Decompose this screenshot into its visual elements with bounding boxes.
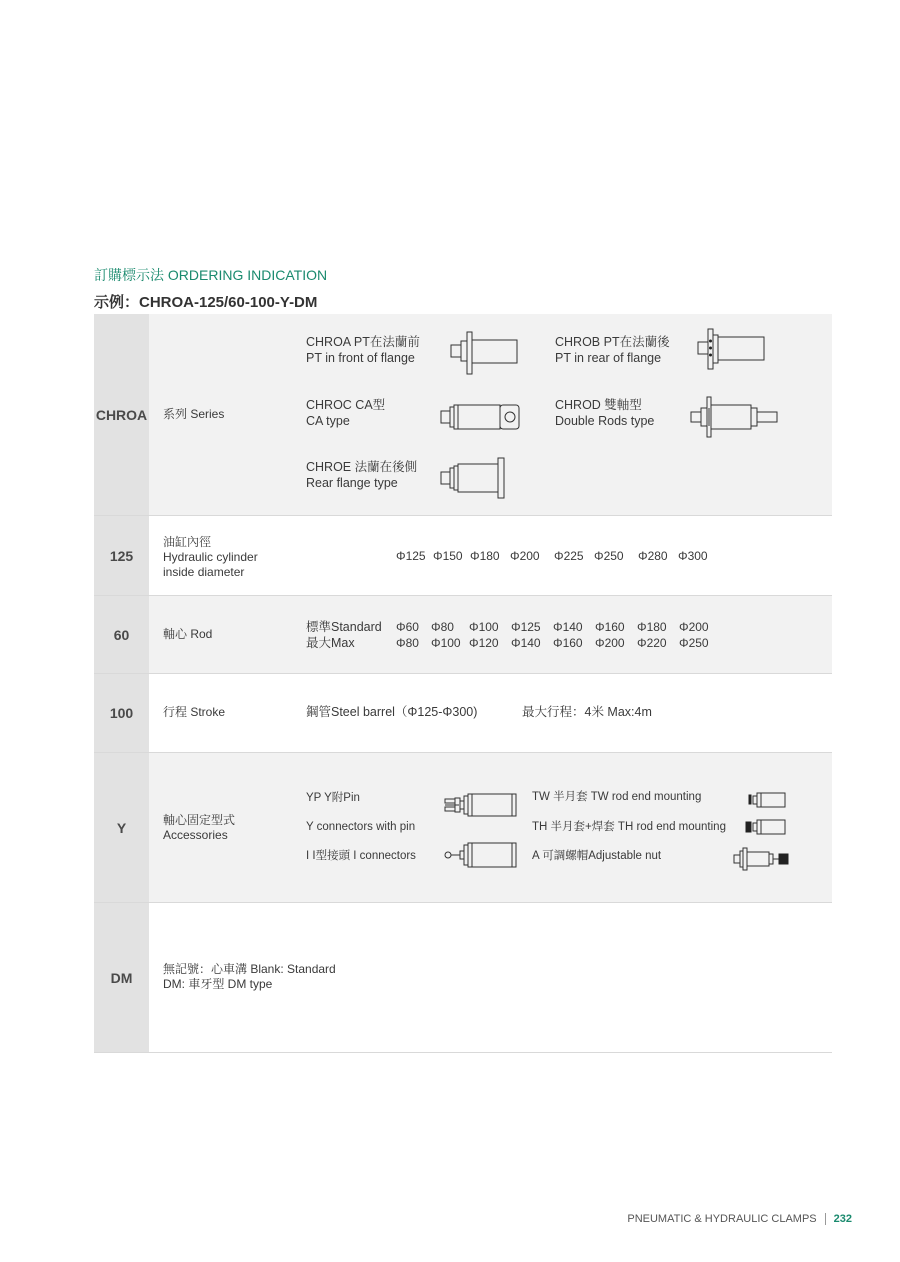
section-title: 訂購標示法 ORDERING INDICATION <box>94 267 328 283</box>
accessory-a: A 可調螺帽Adjustable nut <box>532 850 662 862</box>
bore-value: Φ200 <box>510 549 540 563</box>
rear-flange-pt-cylinder-icon <box>696 327 768 373</box>
option-chroc-line1: CHROC CA型 <box>306 398 386 412</box>
series-content <box>149 314 832 515</box>
adjustable-nut-icon <box>732 846 794 872</box>
bore-value: Φ125 <box>396 549 426 563</box>
bore-label-en2: inside diameter <box>163 565 245 579</box>
dm-line1: 無記號：心車溝 Blank: Standard <box>163 962 336 976</box>
accessory-yp: YP Y附Pin <box>306 792 360 804</box>
option-chrob-line2: PT in rear of flange <box>555 351 662 365</box>
option-chroc-line2: CA type <box>306 414 350 428</box>
front-flange-cylinder-icon <box>449 330 519 376</box>
series-row <box>94 314 832 516</box>
series-label: 系列 Series <box>163 407 225 421</box>
rod-max-label: 最大Max <box>306 636 355 650</box>
rod-label: 軸心 Rod <box>163 627 213 641</box>
accessories-code: Y <box>94 753 149 902</box>
dm-row <box>94 903 832 1053</box>
yp-pin-connector-icon <box>443 793 521 819</box>
accessories-row <box>94 753 832 903</box>
footer-title: PNEUMATIC & HYDRAULIC CLAMPS <box>627 1213 817 1225</box>
rod-standard-value: Φ140 <box>553 620 583 634</box>
rod-max-value: Φ80 <box>396 636 419 650</box>
rod-standard-value: Φ160 <box>595 620 625 634</box>
example-code: 示例：CHROA-125/60-100-Y-DM <box>94 294 318 311</box>
clevis-cylinder-icon <box>439 402 525 434</box>
accessories-label-cn: 軸心固定型式 <box>163 813 236 827</box>
footer-divider <box>825 1213 826 1225</box>
stroke-label: 行程 Stroke <box>163 705 226 719</box>
stroke-code: 100 <box>94 674 149 752</box>
rod-standard-label: 標準Standard <box>306 620 382 634</box>
bore-value: Φ280 <box>638 549 668 563</box>
rod-standard-value: Φ60 <box>396 620 419 634</box>
accessories-content <box>149 753 832 902</box>
bore-code: 125 <box>94 516 149 595</box>
i-connector-icon <box>443 842 521 868</box>
bore-value: Φ225 <box>554 549 584 563</box>
bore-value: Φ300 <box>678 549 708 563</box>
rod-max-value: Φ120 <box>469 636 499 650</box>
option-chroe-line2: Rear flange type <box>306 476 398 490</box>
dm-content <box>149 903 832 1052</box>
dm-code: DM <box>94 903 149 1052</box>
double-rod-cylinder-icon <box>689 396 779 440</box>
option-chroa-line1: CHROA PT在法蘭前 <box>306 335 420 349</box>
option-chroa-line2: PT in front of flange <box>306 351 415 365</box>
rod-code: 60 <box>94 596 149 673</box>
stroke-content <box>149 674 832 752</box>
accessory-y-desc: Y connectors with pin <box>306 821 416 833</box>
rod-standard-value: Φ100 <box>469 620 499 634</box>
dm-line2: DM: 車牙型 DM type <box>163 977 273 991</box>
rear-flange-cylinder-icon <box>439 456 519 502</box>
rod-standard-value: Φ80 <box>431 620 454 634</box>
accessory-i: I I型接頭 I connectors <box>306 850 416 862</box>
rod-max-value: Φ250 <box>679 636 709 650</box>
page-footer <box>627 1213 852 1225</box>
option-chrod-line2: Double Rods type <box>555 414 655 428</box>
bore-label-cn: 油缸內徑 <box>163 535 212 549</box>
bore-row <box>94 516 832 596</box>
option-chrob-line1: CHROB PT在法蘭後 <box>555 335 670 349</box>
bore-value: Φ150 <box>433 549 463 563</box>
stroke-row <box>94 674 832 753</box>
rod-max-value: Φ220 <box>637 636 667 650</box>
bore-value: Φ180 <box>470 549 500 563</box>
rod-max-value: Φ100 <box>431 636 461 650</box>
tw-mounting-icon <box>747 791 789 809</box>
rod-max-value: Φ140 <box>511 636 541 650</box>
accessories-label-en: Accessories <box>163 828 228 842</box>
rod-standard-value: Φ200 <box>679 620 709 634</box>
th-mounting-icon <box>744 818 789 836</box>
option-chroe-line1: CHROE 法蘭在後側 <box>306 460 418 474</box>
bore-content <box>149 516 832 595</box>
stroke-barrel: 鋼管Steel barrel（Φ125-Φ300) <box>306 705 478 719</box>
stroke-max: 最大行程：4米 Max:4m <box>522 705 652 719</box>
series-code: CHROA <box>94 314 149 515</box>
accessory-th: TH 半月套+焊套 TH rod end mounting <box>532 821 726 833</box>
rod-standard-value: Φ180 <box>637 620 667 634</box>
rod-content <box>149 596 832 673</box>
page-number: 232 <box>833 1213 852 1225</box>
rod-max-value: Φ200 <box>595 636 625 650</box>
bore-label-en1: Hydraulic cylinder <box>163 550 258 564</box>
rod-max-value: Φ160 <box>553 636 583 650</box>
accessory-tw: TW 半月套 TW rod end mounting <box>532 791 702 803</box>
rod-row <box>94 596 832 674</box>
rod-standard-value: Φ125 <box>511 620 541 634</box>
bore-value: Φ250 <box>594 549 624 563</box>
option-chrod-line1: CHROD 雙軸型 <box>555 398 642 412</box>
